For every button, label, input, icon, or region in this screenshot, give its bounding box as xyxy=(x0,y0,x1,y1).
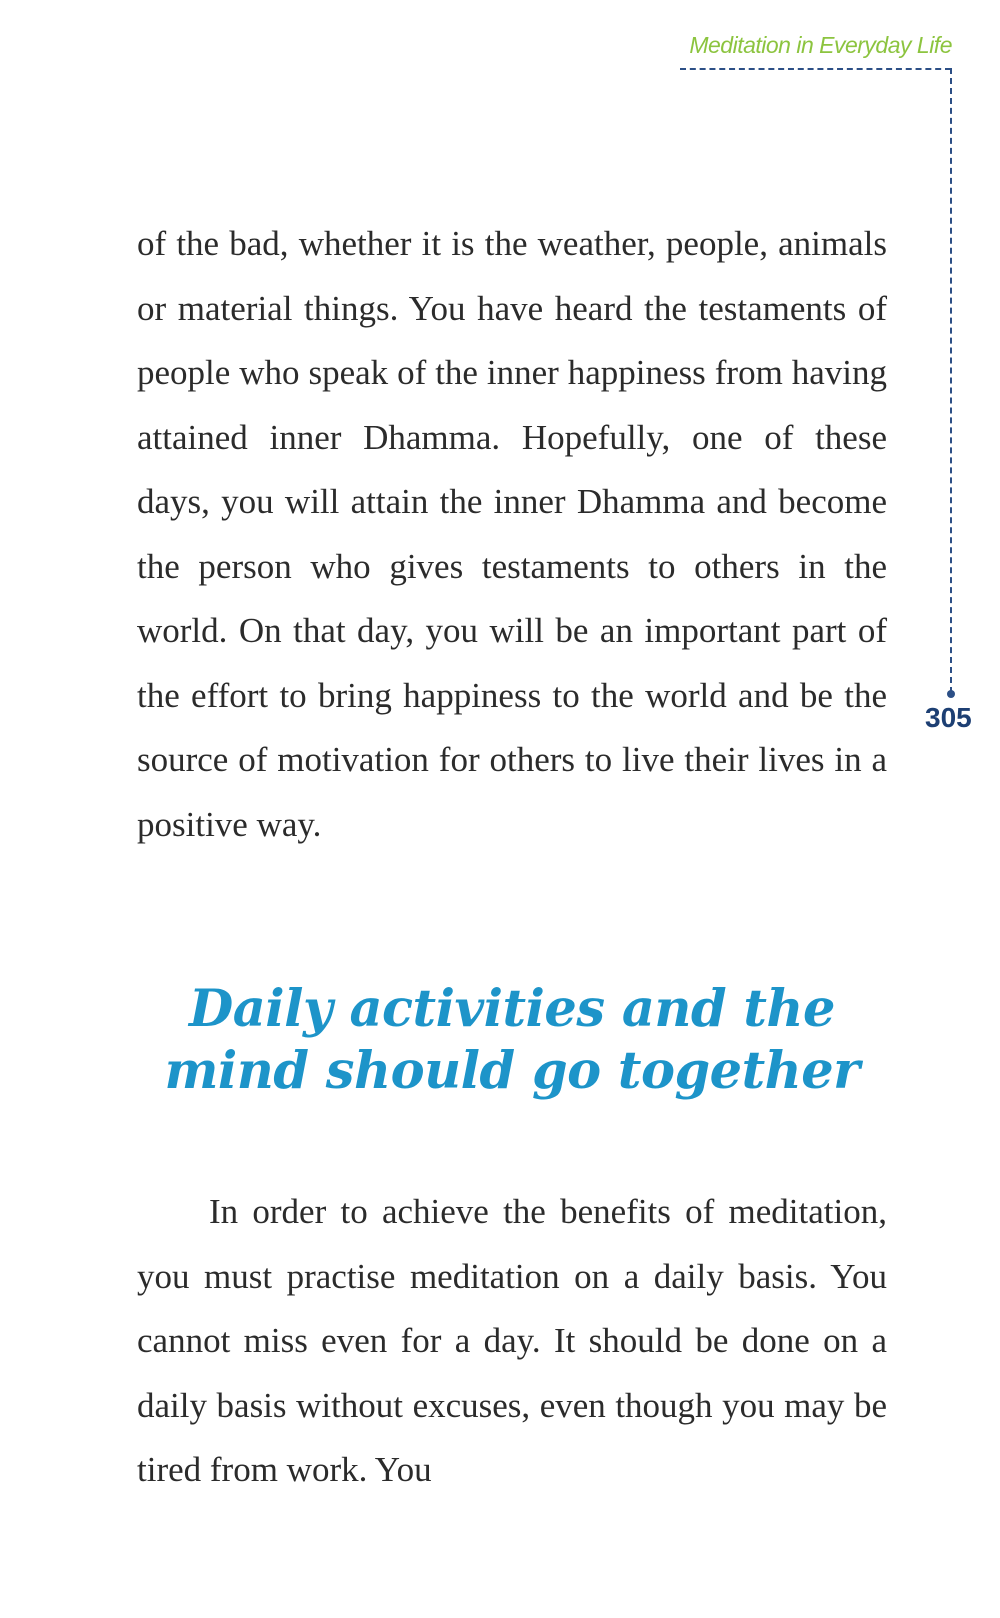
page-number: 305 xyxy=(925,702,972,733)
body-paragraph-2 xyxy=(137,1180,887,1503)
running-header-title: Meditation in Everyday Life xyxy=(689,32,952,58)
paragraph-text: In order to achieve the benefits of meditation, you must practise meditation on a daily basis. You cannot miss even for a day. It should be done on a daily basis without excuses, even though you may be tired from work. You xyxy=(137,1192,887,1489)
body-paragraph-1 xyxy=(137,212,887,857)
page-marker-dot xyxy=(947,690,955,698)
side-dashed-rule xyxy=(950,68,952,693)
paragraph-text: of the bad, whether it is the weather, people, animals or material things. You have heard the testaments of people who speak of the inner happiness from having attained inner Dhamma. Hopefully, one of these days, you will attain the inner Dhamma and become the person who gives testaments to others in the world. On that day, you will be an important part of the effort to bring happiness to the world and be the source of motivation for others to live their lives in a positive way. xyxy=(137,224,887,844)
header-dashed-rule xyxy=(680,68,951,70)
section-heading: Daily activities and the mind should go together xyxy=(164,979,860,1101)
